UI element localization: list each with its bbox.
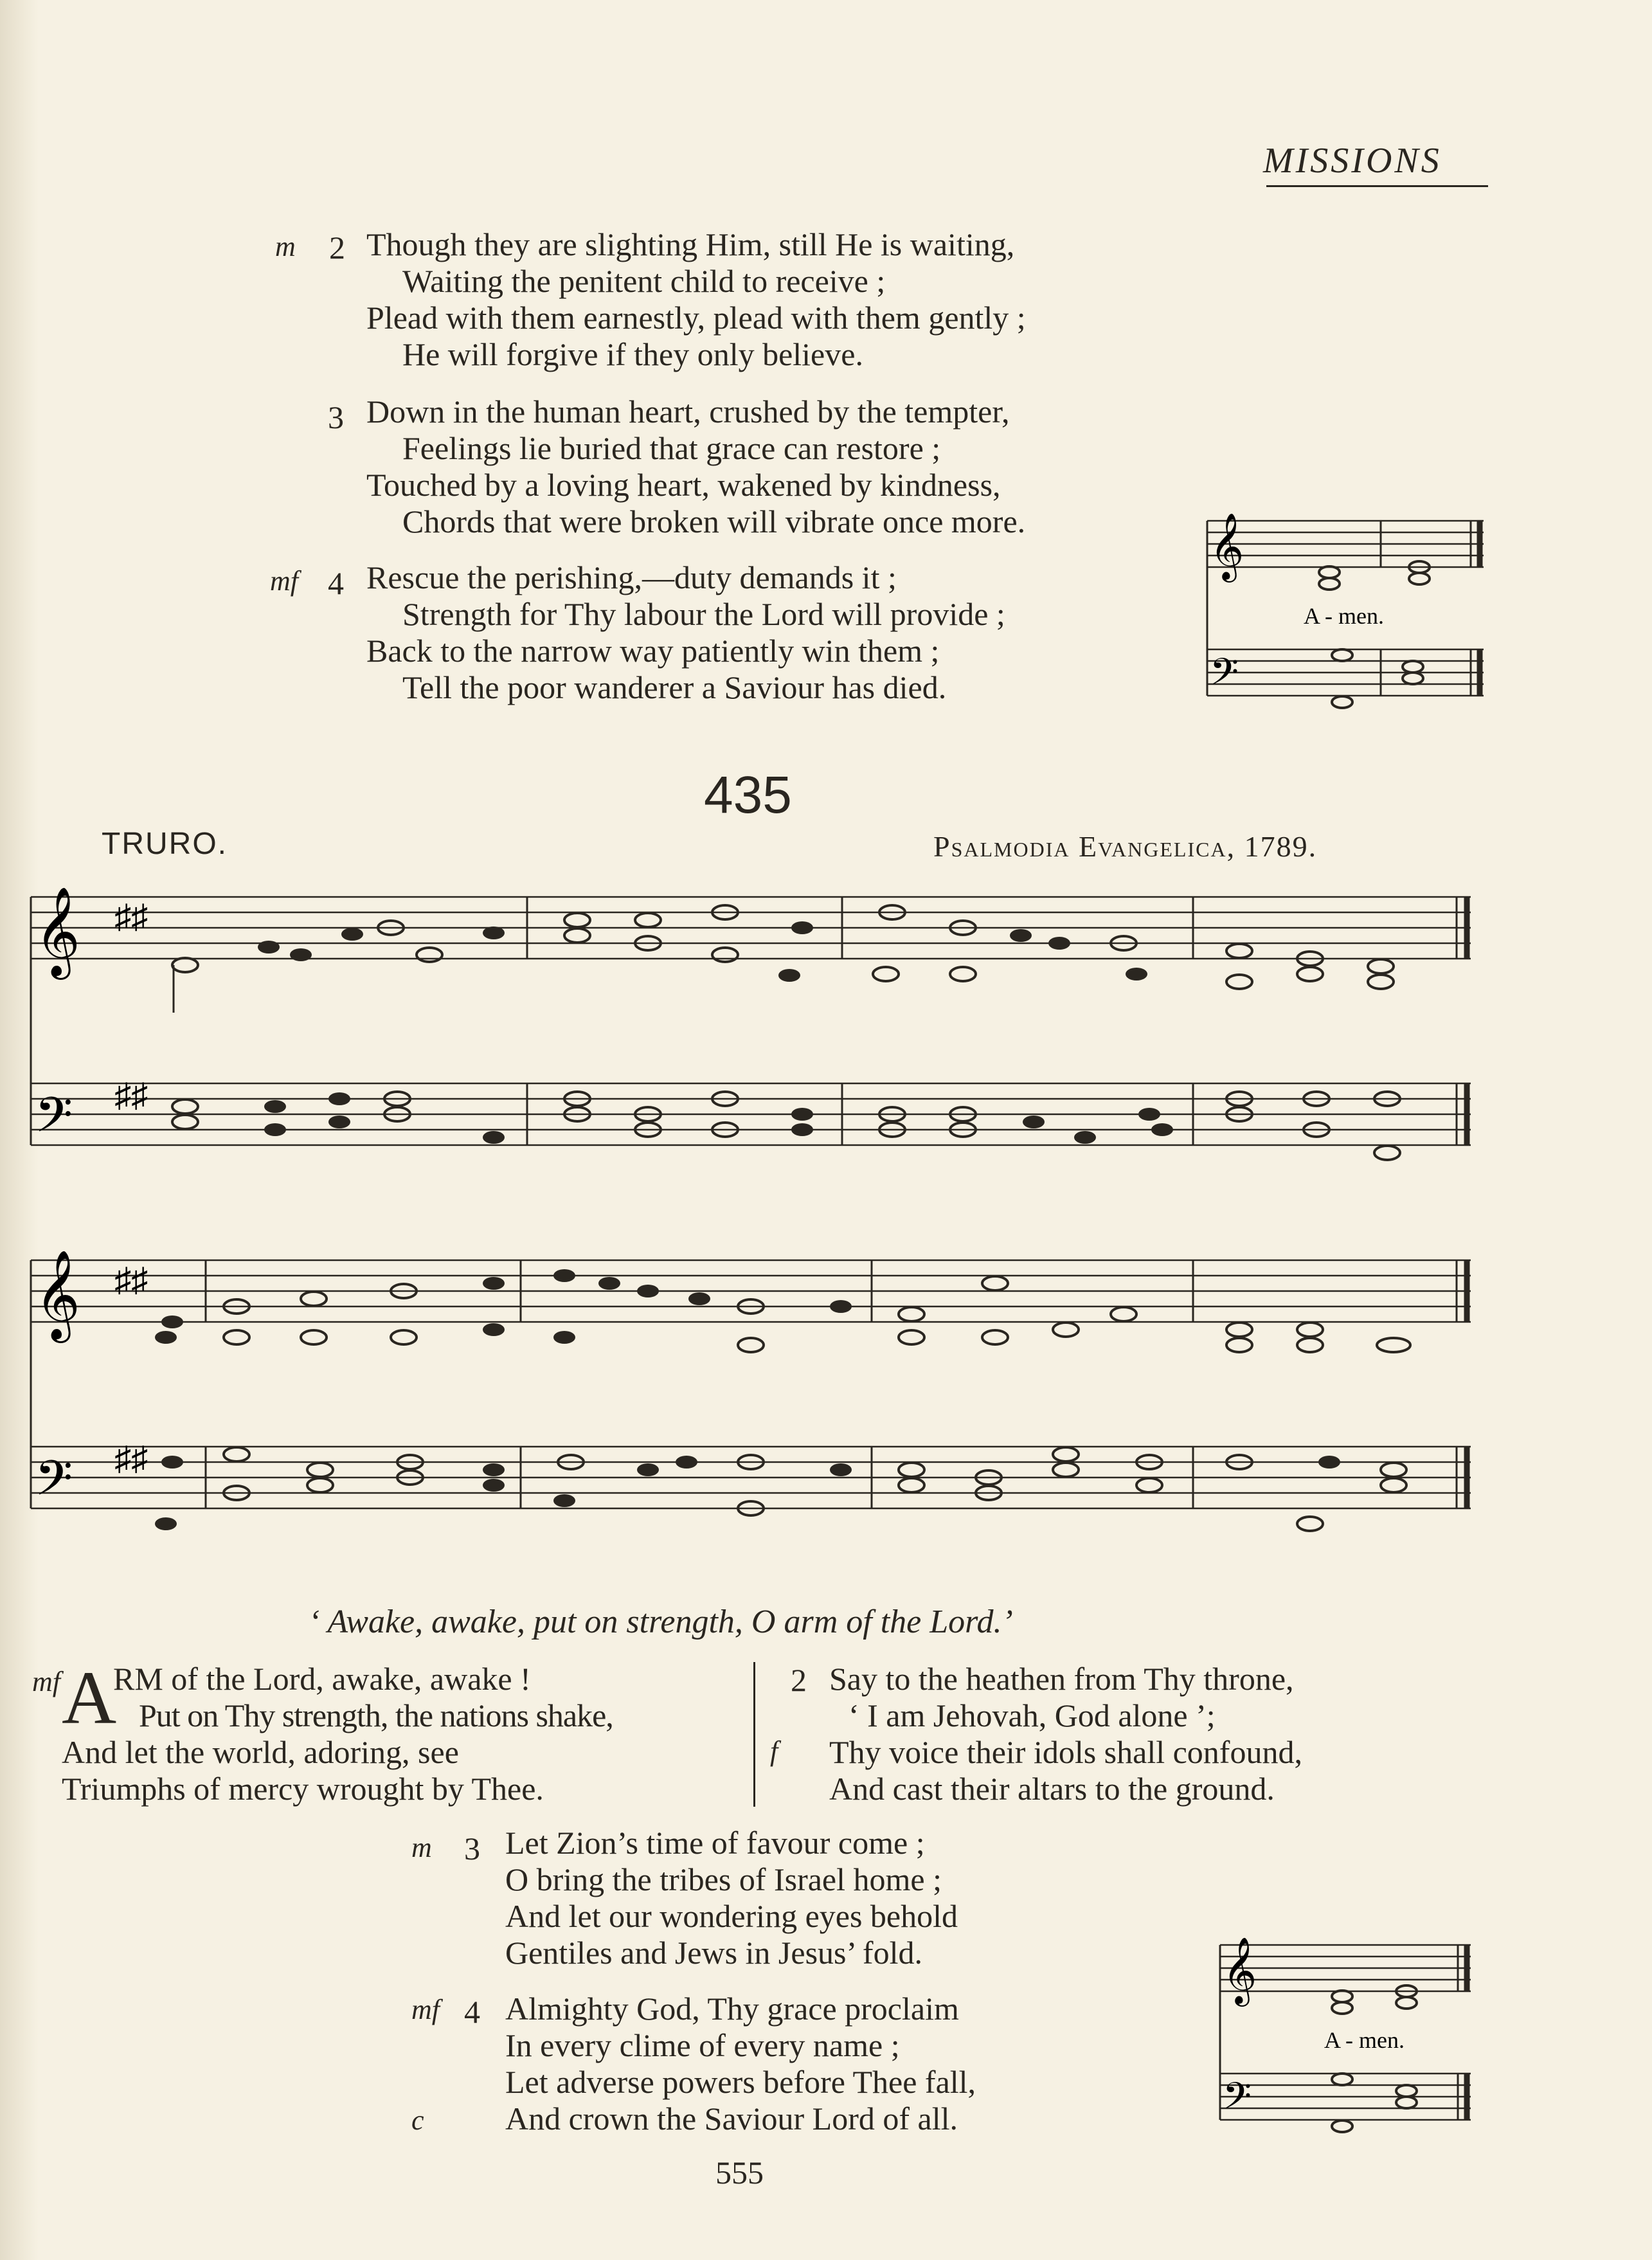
dynamic-mark: mf	[270, 565, 298, 597]
amen-bass-staff	[1220, 2074, 1471, 2120]
dynamic-mark: f	[770, 1735, 778, 1767]
stanza-2-prev: Though they are slighting Him, still He is waiting, Waiting the penitent child to receive ; Plead with them earnestly, plead with them gently ; He will forgive if they only believe.	[366, 226, 1026, 372]
amen-label: A - men.	[1324, 2027, 1405, 2053]
treble-clef-icon: 𝄞	[35, 1252, 80, 1337]
dynamic-mark: m	[275, 231, 296, 262]
stanza-number: 2	[791, 1662, 807, 1698]
drop-cap: A	[62, 1656, 117, 1740]
stanza-number: 4	[464, 1994, 480, 2030]
dynamic-mark: mf	[32, 1666, 60, 1697]
amen-score-prev	[1201, 508, 1490, 714]
stanza-number: 3	[328, 399, 344, 435]
dynamic-mark: c	[411, 2104, 424, 2136]
key-signature-sharps: ♯♯	[114, 1078, 148, 1114]
stanza-3-prev: Down in the human heart, crushed by the tempter, Feelings lie buried that grace can restore ; Touched by a loving heart, wakened by kindness, Chords that were broken will vibrate once more.	[366, 393, 1026, 539]
running-head-rule	[1266, 185, 1488, 187]
treble-clef-icon: 𝄞	[1210, 515, 1244, 579]
amen-label: A - men.	[1304, 603, 1384, 629]
key-signature-sharps: ♯♯	[114, 899, 148, 936]
key-signature-sharps: ♯♯	[114, 1262, 148, 1299]
hymn-number: 435	[704, 766, 792, 824]
stanza-2: Say to the heathen from Thy throne, ‘ I am Jehovah, God alone ’; Thy voice their idols shall confound, And cast their altars to the ground.	[829, 1661, 1302, 1807]
page-number: 555	[715, 2155, 764, 2191]
bass-clef-icon: 𝄢	[35, 1452, 73, 1517]
treble-clef-icon: 𝄞	[1223, 1939, 1257, 2003]
stanza-1: RM of the Lord, awake, awake ! Put on Thy strength, the nations shake, And let the world, adoring, see Triumphs of mercy wrought by Thee.	[62, 1661, 613, 1807]
key-signature-sharps: ♯♯	[114, 1441, 148, 1478]
stanza-number: 3	[464, 1831, 480, 1867]
amen-bass-staff	[1207, 649, 1484, 696]
music-system-2	[31, 1254, 1485, 1562]
music-system-1	[31, 890, 1485, 1199]
dynamic-mark: m	[411, 1832, 432, 1863]
amen-score-435	[1214, 1932, 1484, 2131]
bass-clef-icon: 𝄢	[1210, 653, 1239, 702]
bass-clef-icon: 𝄢	[1223, 2077, 1252, 2126]
stanza-3: Let Zion’s time of favour come ; O bring the tribes of Israel home ; And let our wondering eyes behold Gentiles and Jews in Jesus’ fold.	[505, 1825, 958, 1971]
scripture-reference: ‘ Awake, awake, put on strength, O arm of the Lord.’	[309, 1604, 1013, 1640]
dynamic-mark: mf	[411, 1994, 440, 2025]
tune-name: TRURO.	[102, 827, 228, 861]
running-head: MISSIONS	[1263, 141, 1442, 181]
stanza-number: 4	[328, 565, 344, 601]
stanza-number: 2	[329, 230, 345, 266]
stanza-4: Almighty God, Thy grace proclaim In every clime of every name ; Let adverse powers before Thee fall, And crown the Saviour Lord of all.	[505, 1991, 976, 2137]
column-divider	[753, 1662, 755, 1807]
amen-treble-staff	[1207, 521, 1484, 567]
composer-credit: Psalmodia Evangelica, 1789.	[933, 830, 1318, 863]
stanza-4-prev: Rescue the perishing,—duty demands it ; Strength for Thy labour the Lord will provide ; Back to the narrow way patiently win them ; Tell the poor wanderer a Saviour has died.	[366, 559, 1005, 705]
treble-clef-icon: 𝄞	[35, 889, 80, 974]
bass-clef-icon: 𝄢	[35, 1089, 73, 1154]
amen-treble-staff	[1220, 1945, 1471, 1991]
